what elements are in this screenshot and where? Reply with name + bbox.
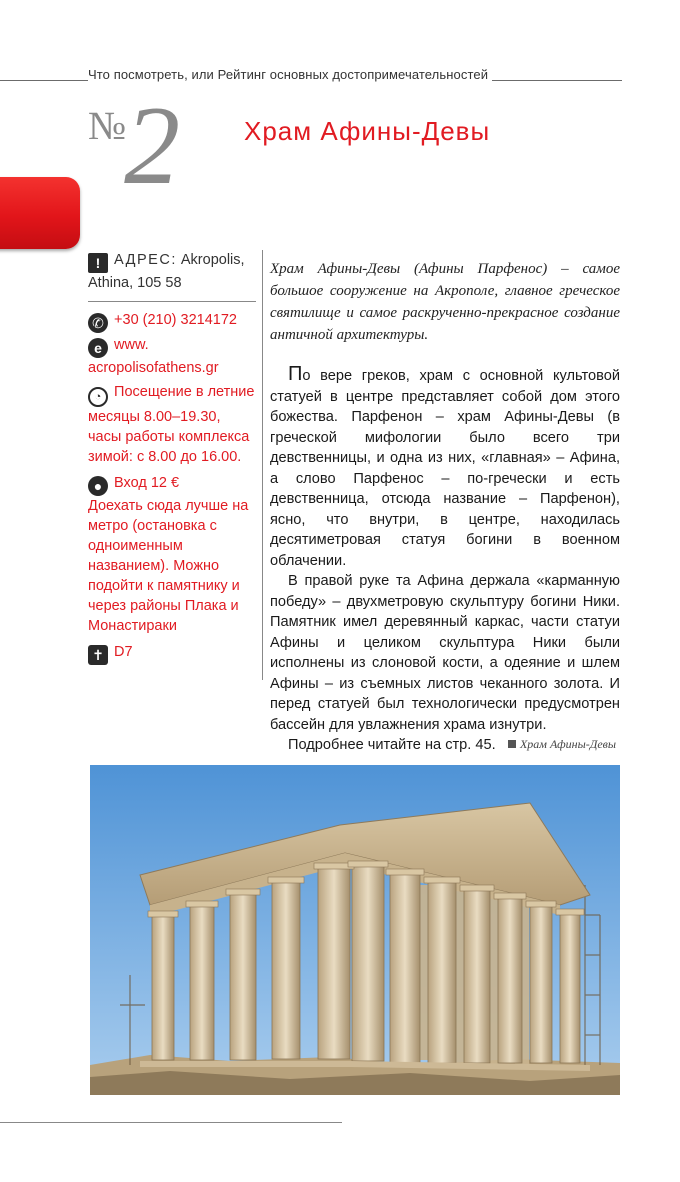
phone-number[interactable]: +30 (210) 3214172 — [114, 312, 237, 328]
paragraph-1 — [270, 364, 620, 571]
red-tab-marker — [0, 177, 80, 249]
running-header: Что посмотреть, или Рейтинг основных достопримечательностей — [88, 67, 492, 82]
exclamation-icon: ! — [88, 253, 108, 273]
rank-sign: № — [88, 103, 127, 148]
caption-square-icon — [508, 740, 516, 748]
map-icon: ✝ — [88, 645, 108, 665]
website-link-part1[interactable]: www. — [114, 337, 149, 353]
price-block — [88, 473, 256, 636]
parthenon-illustration — [90, 765, 620, 1095]
column-divider — [262, 250, 263, 680]
web-block — [88, 335, 256, 378]
caption-text: Храм Афины-Девы — [519, 737, 616, 751]
website-link-part2[interactable]: acropolisofathens.gr — [88, 360, 219, 376]
address-line-2: Athina, 105 58 — [88, 275, 182, 291]
rank-number — [88, 84, 181, 208]
photo-caption — [0, 737, 616, 752]
ticket-icon: ● — [88, 476, 108, 496]
web-icon: e — [88, 338, 108, 358]
transport-info: Доехать сюда лучше на метро (остановка с одноименным названием). Можно подойти к памятнику и через районы Плака и Монастираки — [88, 498, 249, 634]
entry-price: Вход 12 € — [114, 475, 180, 491]
hours-block — [88, 382, 256, 467]
lead-paragraph: Храм Афины-Девы (Афины Парфенос) – самое большое сооружение на Акрополе, главное греческое святилище и самое раскрученно-прекрасное создание античной архитектуры. — [270, 261, 620, 343]
paragraph-1-text: о вере греков, храм с основной культовой статуей в центре представляет собой дом этого божества. Парфенон – храм Афины-Девы (в греческой мифологии было всего три девственницы, и одна из них, «главная» – Афина, а слово Парфенос – по-гречески и есть девственница, отсюда название – Парфенон), ясно, что внутри, в центре, находилась десятиметровая статуя богини в военном облачении. — [270, 368, 620, 569]
opening-hours: Посещение в летние месяцы 8.00–19.30, часы работы комплекса зимой: с 8.00 до 16.00. — [88, 384, 255, 465]
map-block — [88, 642, 256, 665]
parthenon-photo — [90, 765, 620, 1095]
footer-rule — [0, 1122, 342, 1123]
map-reference: D7 — [114, 644, 133, 660]
drop-cap: П — [288, 363, 303, 385]
clock-icon: ◔ — [88, 387, 108, 407]
address-label: АДРЕС: — [114, 252, 177, 268]
phone-icon: ✆ — [88, 313, 108, 333]
paragraph-2: В правой руке та Афина держала «карманную победу» – двухметровую скульптуру богини Ники. Памятник имел деревянный каркас, части статуи Афины и целиком скульптура Ники были исполнены из слоновой кости, а одеяние и шлем Афины – из съемных листов чеканного золота. И перед статуей был технологически предусмотрен бассейн для увлажнения храма изнутри. — [270, 573, 620, 733]
address-block — [88, 250, 256, 293]
sidebar-separator — [88, 301, 256, 302]
address-line-1: Akropolis, — [180, 252, 245, 268]
rank-digit: 2 — [124, 84, 181, 208]
phone-block — [88, 310, 256, 333]
main-text — [270, 258, 620, 756]
page-title: Храм Афины-Девы — [244, 116, 491, 146]
paragraph-3: Подробнее читайте на стр. 45. — [288, 737, 496, 753]
info-sidebar — [88, 250, 256, 665]
